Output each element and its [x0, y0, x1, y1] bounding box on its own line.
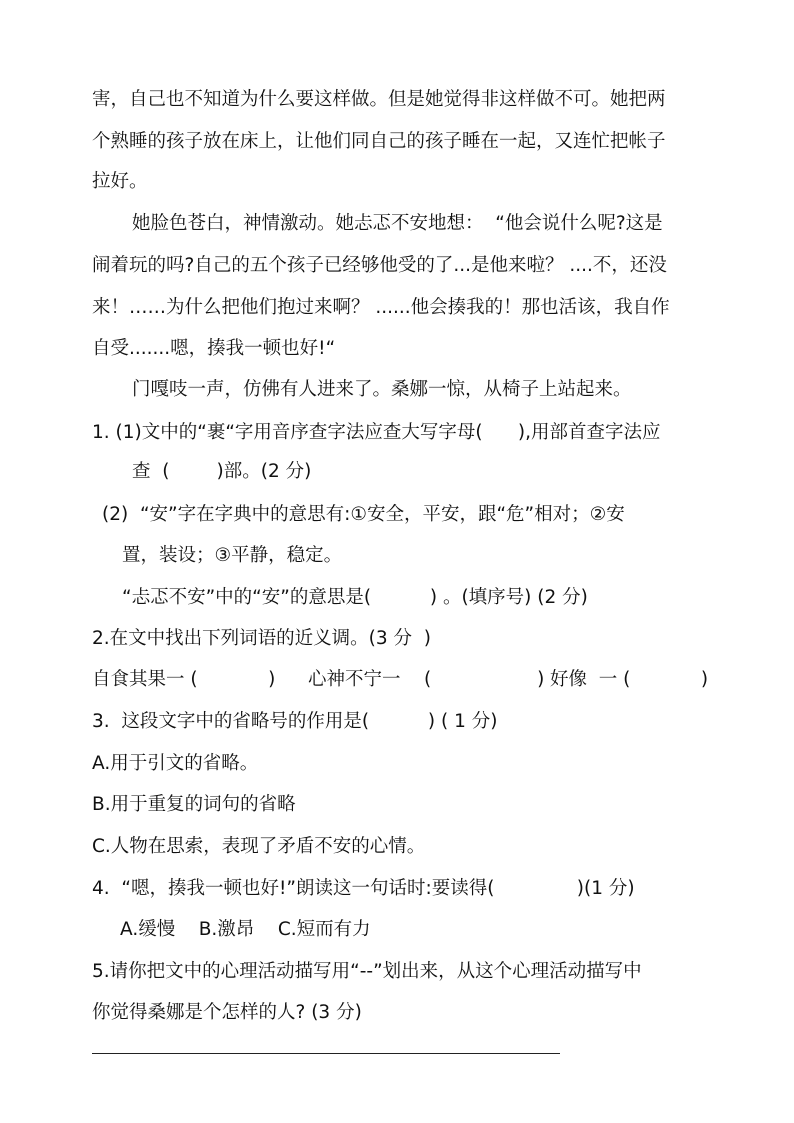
question-1-part-2: (2) “安”字在字典中的意思有:①安全，平安，跟“危”相对；②安 — [102, 504, 625, 525]
question-3: 3. 这段文字中的省略号的作用是( ) ( 1 分) — [92, 711, 498, 732]
question-2-word-3: 好像 一 ( ) — [550, 669, 709, 690]
question-5-cont: 你觉得桑娜是个怎样的人? (3 分) — [92, 1002, 362, 1023]
question-3-option-c: C.人物在思索，表现了矛盾不安的心情。 — [92, 836, 426, 857]
question-1-part-2-prompt: “忐忑不安”中的“安”的意思是( ) 。(填序号) (2 分) — [122, 587, 588, 608]
passage-line-3: 拉好。 — [92, 171, 148, 192]
passage-line-8: 门嘎吱一声，仿佛有人进来了。桑娜一惊，从椅子上站起来。 — [132, 379, 632, 400]
question-2-word-1: 自食其果一 ( ) — [92, 669, 276, 690]
passage-line-1: 害，自己也不知道为什么要这样做。但是她觉得非这样做不可。她把两 — [92, 89, 666, 110]
question-1-part-1: 1. (1)文中的“裹“字用音序查字法应查大写字母( ),用部首查字法应 — [92, 422, 661, 443]
passage-line-4: 她脸色苍白，神情激动。她忐忑不安地想： “他会说什么呢?这是 — [132, 213, 663, 234]
question-3-option-b: B.用于重复的词句的省略 — [92, 794, 296, 815]
question-4-options: A.缓慢 B.激昂 C.短而有力 — [120, 919, 371, 940]
question-2-word-2: 心神不宁一 ( ) — [308, 669, 545, 690]
answer-line — [92, 1053, 560, 1054]
question-3-option-a: A.用于引文的省略。 — [92, 753, 259, 774]
passage-line-7: 自受.......嗯，揍我一顿也好!“ — [92, 338, 336, 359]
question-4: 4. “嗯，揍我一顿也好!”朗读这一句话时:要读得( )(1 分) — [92, 878, 635, 899]
question-5: 5.请你把文中的心理活动描写用“--”划出来，从这个心理活动描写中 — [92, 961, 642, 982]
passage-line-6: 来！……为什么把他们抱过来啊？ ......他会揍我的！那也活该，我自作 — [92, 297, 670, 318]
passage-line-5: 闹着玩的吗?自己的五个孩子已经够他受的了...是他来啦？ ....不，还没 — [92, 255, 667, 276]
passage-line-2: 个熟睡的孩子放在床上，让他们同自己的孩子睡在一起，又连忙把帐子 — [92, 131, 666, 152]
question-1-part-2-cont: 置，装设；③平静，稳定。 — [122, 545, 343, 566]
question-2: 2.在文中找出下列词语的近义调。(3 分 ) — [92, 628, 431, 649]
question-1-part-1-cont: 查 ( )部。(2 分) — [132, 461, 312, 482]
